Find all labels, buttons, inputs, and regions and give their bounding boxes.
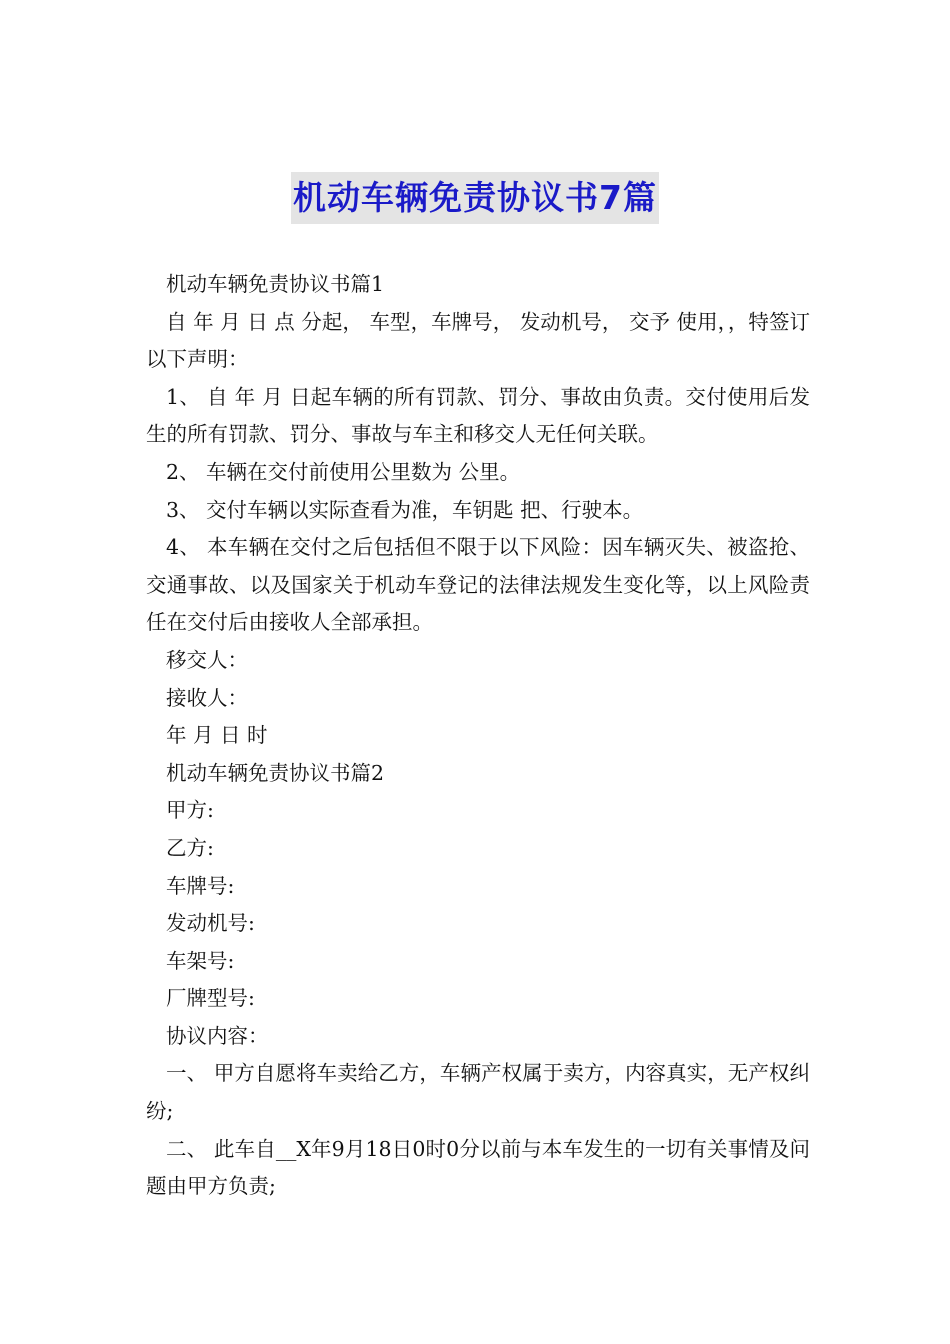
paragraph-intro: 自 年 月 日 点 分起， 车型，车牌号， 发动机号， 交予 使用，，特签订以下声明： <box>146 309 810 372</box>
party-a-line: 甲方: <box>166 798 214 823</box>
document-title: 机动车辆免责协议书7篇 <box>291 172 659 224</box>
date-line: 年 月 日 时 <box>166 723 268 748</box>
plate-number-line: 车牌号: <box>166 873 235 898</box>
receiver-line: 接收人： <box>166 685 248 710</box>
agreement-content-heading: 协议内容： <box>166 1023 269 1048</box>
section-heading-1: 机动车辆免责协议书篇1 <box>166 272 385 296</box>
clause-4: 4、 本车辆在交付之后包括但不限于以下风险：因车辆灭失、被盗抢、交通事故、以及国家关于机动车登记的法律法规发生变化等，以上风险责任在交付后由接收人全部承担。 <box>146 535 810 635</box>
document-body <box>146 266 810 1206</box>
frame-number-line: 车架号: <box>166 948 235 973</box>
clause-1: 1、 自 年 月 日起车辆的所有罚款、罚分、事故由负责。交付使用后发生的所有罚款、罚分、事故与车主和移交人无任何关联。 <box>146 384 810 447</box>
section-heading-2: 机动车辆免责协议书篇2 <box>166 760 385 785</box>
clause-3: 3、 交付车辆以实际查看为准，车钥匙 把、行驶本。 <box>166 497 644 522</box>
clause-2: 2、 车辆在交付前使用公里数为 公里。 <box>166 459 521 484</box>
term-one: 一、 甲方自愿将车卖给乙方，车辆产权属于卖方，内容真实，无产权纠纷; <box>146 1061 810 1124</box>
title-container <box>0 172 950 224</box>
engine-number-line: 发动机号: <box>166 911 255 936</box>
party-b-line: 乙方: <box>166 835 214 860</box>
transferor-line: 移交人： <box>166 647 248 672</box>
term-two: 二、 此车自__X年9月18日0时0分以前与本车发生的一切有关事情及问题由甲方负责; <box>146 1136 810 1199</box>
model-line: 厂牌型号: <box>166 986 255 1011</box>
